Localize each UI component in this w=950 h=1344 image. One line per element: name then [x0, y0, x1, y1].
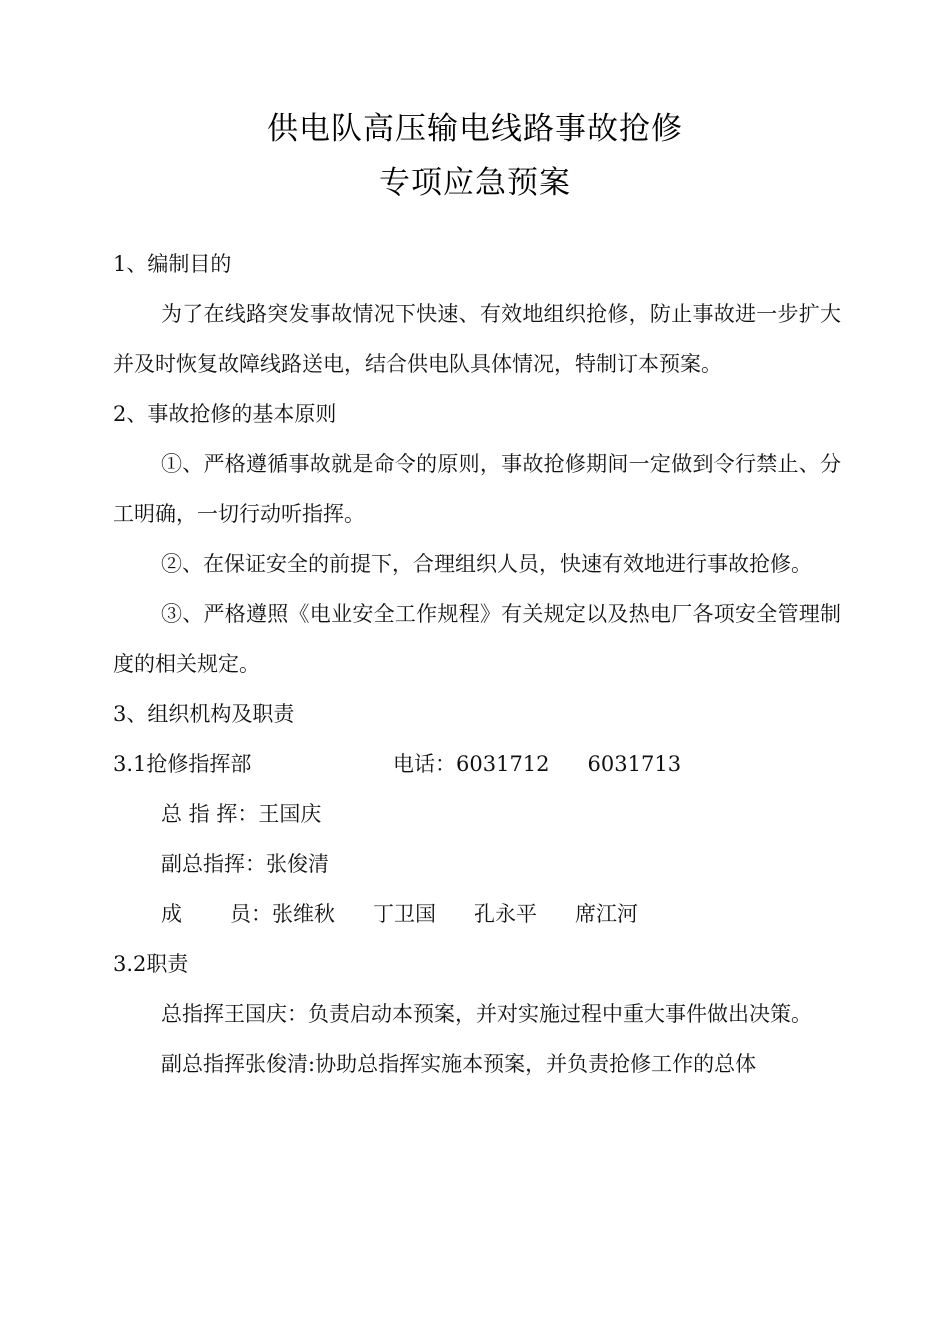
members-label-a: 成 [161, 902, 182, 926]
principle-3: ③、严格遵照《电业安全工作规程》有关规定以及热电厂各项安全管理制度的相关规定。 [113, 602, 841, 676]
document-title-line2: 专项应急预案 [379, 165, 571, 201]
members-line [113, 889, 841, 939]
duty-deputy: 副总指挥张俊清:协助总指挥实施本预案，并负责抢修工作的总体 [161, 1052, 757, 1076]
document-body [113, 239, 841, 1089]
subsection-3-1-line [113, 739, 841, 789]
member-name: 孔永平 [474, 902, 537, 926]
phone-number-2: 6031713 [587, 752, 682, 776]
deputy-label: 副总指挥： [161, 852, 266, 876]
principle-2: ②、在保证安全的前提下，合理组织人员，快速有效地进行事故抢修。 [161, 552, 812, 576]
commander-name: 王国庆 [258, 802, 322, 826]
subsection-3-1-heading: 3.1抢修指挥部 [113, 752, 252, 776]
member-name: 席江河 [575, 902, 638, 926]
section-3-heading: 3、组织机构及职责 [113, 702, 295, 726]
section-1-heading: 1、编制目的 [113, 252, 232, 276]
member-name: 张维秋 [272, 902, 335, 926]
deputy-name: 张俊清 [266, 852, 329, 876]
deputy-line [113, 839, 841, 889]
member-name: 丁卫国 [373, 902, 436, 926]
phone-number-1: 电话：6031712 [393, 752, 550, 776]
principle-1: ①、严格遵循事故就是命令的原则，事故抢修期间一定做到令行禁止、分工明确，一切行动听指挥。 [113, 452, 841, 526]
duty-commander: 总指挥王国庆：负责启动本预案，并对实施过程中重大事件做出决策。 [161, 1002, 812, 1026]
section-2-heading: 2、事故抢修的基本原则 [113, 402, 337, 426]
section-1-paragraph: 为了在线路突发事故情况下快速、有效地组织抢修，防止事故进一步扩大并及时恢复故障线路送电，结合供电队具体情况，特制订本预案。 [113, 302, 841, 376]
members-label-b: 员： [230, 902, 272, 926]
document-title-line1: 供电队高压输电线路事故抢修 [267, 111, 683, 147]
subsection-3-2-heading: 3.2职责 [113, 952, 189, 976]
commander-label: 总 指 挥： [161, 802, 259, 826]
commander-line [113, 789, 841, 839]
